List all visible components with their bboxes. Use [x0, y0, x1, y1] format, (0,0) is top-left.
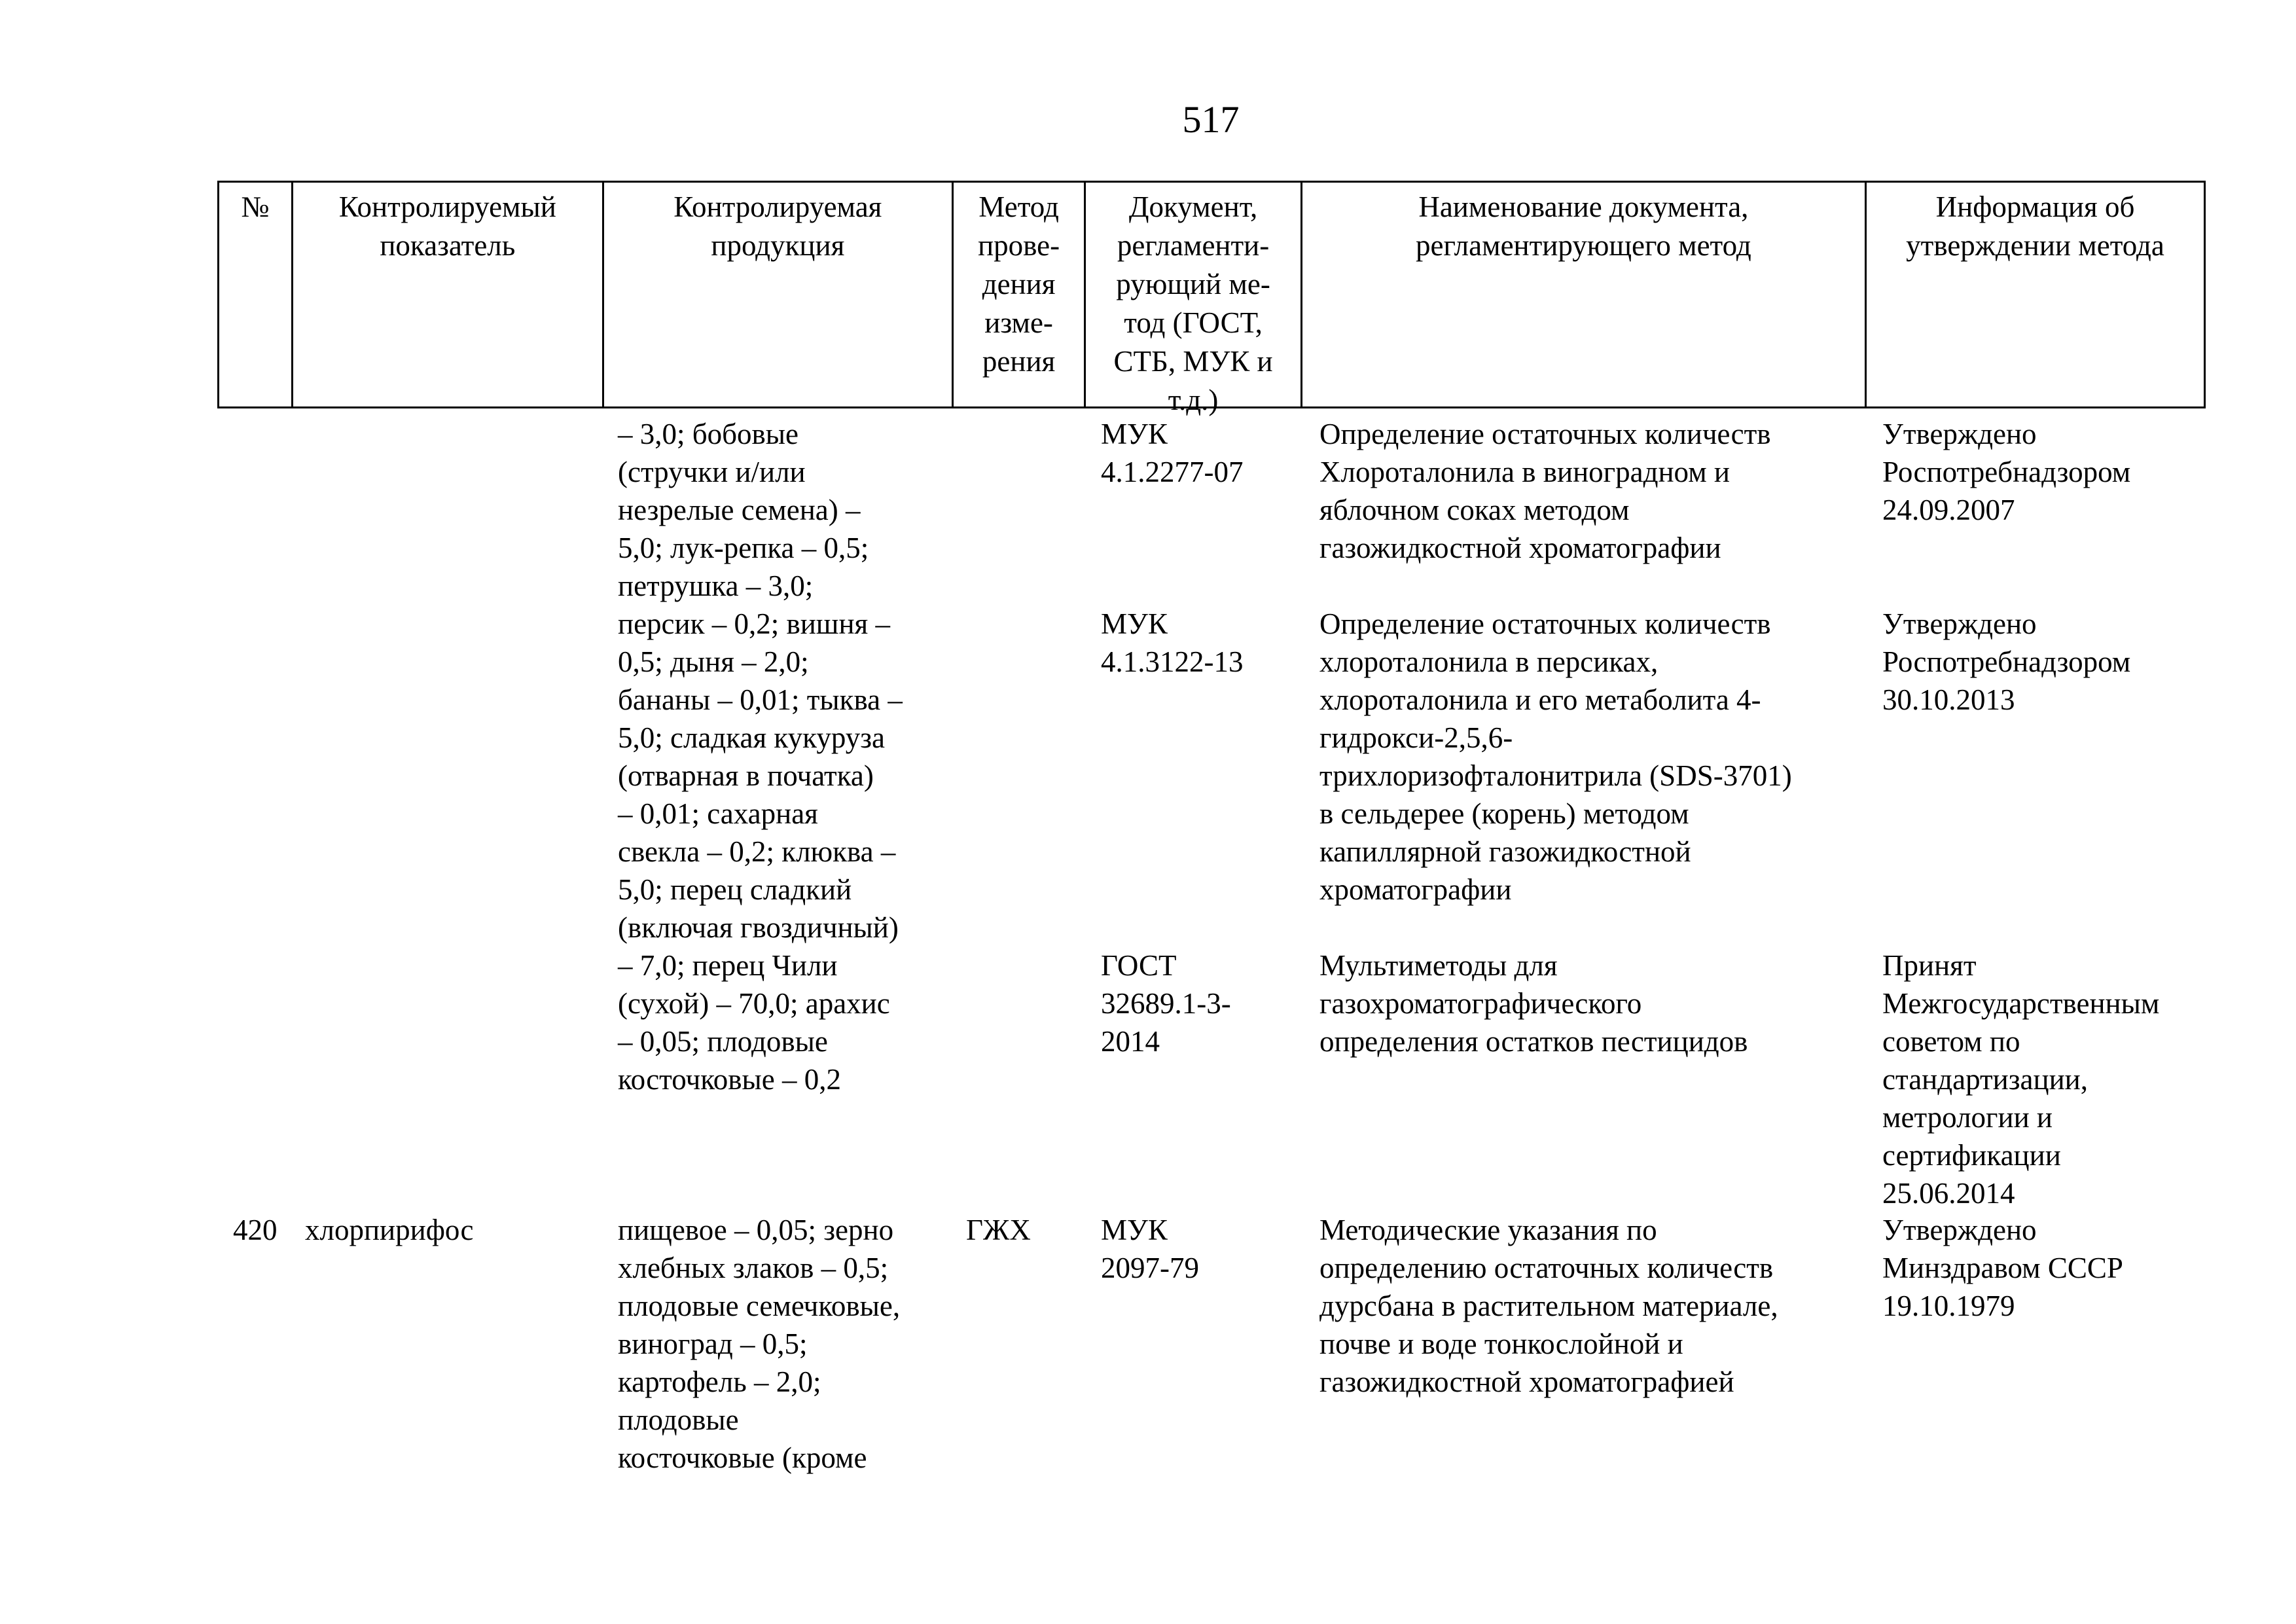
doc-name-line: в сельдерее (корень) методом: [1319, 797, 1689, 830]
doc-code-line: 32689.1-3-: [1101, 987, 1231, 1020]
product-line: 5,0; сладкая кукуруза: [618, 721, 886, 754]
approval-line: сертификации: [1882, 1139, 2061, 1172]
row-number: 420: [233, 1214, 278, 1246]
header-line: утверждении метода: [1906, 229, 2164, 262]
doc-name-line: Определение остаточных количеств: [1319, 607, 1771, 640]
product-line: (включая гвоздичный): [618, 911, 899, 944]
header-line: дения: [982, 268, 1056, 300]
approval-line: Роспотребнадзором: [1882, 456, 2131, 488]
header-line: продукция: [711, 229, 845, 262]
product-line: петрушка – 3,0;: [618, 569, 814, 602]
doc-name-3: [1319, 947, 1748, 1060]
row-product: [618, 1211, 900, 1477]
header-line: прове-: [978, 229, 1060, 262]
doc-code-1: [1101, 415, 1244, 491]
doc-approval-3: [1882, 947, 2159, 1212]
doc-name-line: хлороталонила в персиках,: [1319, 645, 1659, 678]
doc-name-line: Методические указания по: [1319, 1214, 1657, 1246]
approval-line: советом по: [1882, 1025, 2020, 1058]
product-line: (сухой) – 70,0; арахис: [618, 987, 890, 1020]
product-line: картофель – 2,0;: [618, 1365, 821, 1398]
approval-line: Роспотребнадзором: [1882, 645, 2131, 678]
product-line: косточковые – 0,2: [618, 1063, 841, 1096]
product-line: – 3,0; бобовые: [618, 418, 798, 450]
doc-code-line: 2014: [1101, 1025, 1160, 1058]
header-line: Документ,: [1128, 190, 1258, 223]
approval-line: Межгосударственным: [1882, 987, 2160, 1020]
doc-code-line: МУК: [1101, 1214, 1168, 1246]
doc-code-line: МУК: [1101, 607, 1168, 640]
row-indicator: хлорпирифос: [305, 1214, 474, 1246]
row-doc-name: [1319, 1211, 1778, 1401]
header-line: СТБ, МУК и: [1113, 345, 1273, 378]
approval-line: Минздравом СССР: [1882, 1252, 2123, 1284]
doc-name-line: газожидкостной хроматографией: [1319, 1365, 1734, 1398]
product-line: бананы – 0,01; тыква –: [618, 683, 903, 716]
header-line: изме-: [984, 306, 1053, 339]
doc-name-line: капиллярной газожидкостной: [1319, 835, 1691, 868]
header-document-name: [1302, 183, 1867, 406]
doc-name-line: трихлоризофталонитрила (SDS-3701): [1319, 759, 1792, 792]
product-line: – 7,0; перец Чили: [618, 949, 838, 982]
approval-line: 30.10.2013: [1882, 683, 2015, 716]
header-line: регламенти-: [1117, 229, 1270, 262]
approval-line: Принят: [1882, 949, 1977, 982]
doc-name-line: яблочном соках методом: [1319, 494, 1630, 526]
header-line: показатель: [380, 229, 516, 262]
product-line: свекла – 0,2; клюква –: [618, 835, 896, 868]
product-line: (отварная в початка): [618, 759, 874, 792]
doc-code-line: МУК: [1101, 418, 1168, 450]
doc-name-line: гидрокси-2,5,6-: [1319, 721, 1513, 754]
table-header: [217, 181, 2206, 416]
header-indicator: [293, 183, 604, 406]
doc-name-line: хроматографии: [1319, 873, 1512, 906]
doc-name-1: [1319, 415, 1771, 567]
product-line: 5,0; перец сладкий: [618, 873, 852, 906]
doc-name-2: [1319, 605, 1792, 909]
approval-line: Утверждено: [1882, 607, 2037, 640]
header-line: Контролируемая: [673, 190, 882, 223]
doc-name-line: почве и воде тонкослойной и: [1319, 1327, 1683, 1360]
continuation-product: [618, 415, 903, 1098]
approval-line: стандартизации,: [1882, 1063, 2089, 1096]
doc-approval-1: [1882, 415, 2130, 529]
doc-name-line: определению остаточных количеств: [1319, 1252, 1774, 1284]
header-line: Контролируемый: [338, 190, 556, 223]
approval-line: метрологии и: [1882, 1101, 2053, 1134]
header-line: рения: [982, 345, 1056, 378]
doc-name-line: Определение остаточных количеств: [1319, 418, 1771, 450]
doc-name-line: газожидкостной хроматографии: [1319, 532, 1721, 564]
header-product: [604, 183, 954, 406]
page-number: 517: [1182, 98, 1240, 141]
row-method: ГЖХ: [966, 1214, 1031, 1246]
product-line: персик – 0,2; вишня –: [618, 607, 890, 640]
doc-name-line: дурсбана в растительном материале,: [1319, 1290, 1778, 1322]
header-approval: [1867, 183, 2204, 406]
header-line: Информация об: [1935, 190, 2135, 223]
header-line: рующий ме-: [1116, 268, 1270, 300]
product-line: – 0,01; сахарная: [618, 797, 818, 830]
doc-approval-2: [1882, 605, 2130, 719]
approval-line: Утверждено: [1882, 1214, 2037, 1246]
header-line: Метод: [978, 190, 1059, 223]
approval-line: 19.10.1979: [1882, 1290, 2015, 1322]
product-line: (стручки и/или: [618, 456, 806, 488]
product-line: 5,0; лук-репка – 0,5;: [618, 532, 869, 564]
header-method: [954, 183, 1086, 406]
doc-name-line: Мультиметоды для: [1319, 949, 1558, 982]
product-line: плодовые: [618, 1403, 739, 1436]
doc-name-line: хлороталонила и его метаболита 4-: [1319, 683, 1761, 716]
approval-line: 25.06.2014: [1882, 1177, 2015, 1210]
product-line: незрелые семена) –: [618, 494, 861, 526]
product-line: виноград – 0,5;: [618, 1327, 808, 1360]
doc-code-line: 2097-79: [1101, 1252, 1199, 1284]
product-line: – 0,05; плодовые: [618, 1025, 828, 1058]
doc-code-2: [1101, 605, 1244, 681]
product-line: косточковые (кроме: [618, 1441, 867, 1474]
doc-name-line: Хлороталонила в виноградном и: [1319, 456, 1731, 488]
product-line: 0,5; дыня – 2,0;: [618, 645, 809, 678]
doc-code-3: [1101, 947, 1231, 1060]
doc-code-line: 4.1.3122-13: [1101, 645, 1244, 678]
header-line: Наименование документа,: [1418, 190, 1749, 223]
header-document: [1086, 183, 1302, 416]
approval-line: 24.09.2007: [1882, 494, 2015, 526]
header-line: №: [241, 190, 270, 223]
header-number: [219, 183, 293, 406]
doc-code-line: 4.1.2277-07: [1101, 456, 1244, 488]
product-line: хлебных злаков – 0,5;: [618, 1252, 889, 1284]
header-line: т.д.): [1168, 384, 1219, 416]
header-line: регламентирующего метод: [1416, 229, 1751, 262]
doc-name-line: определения остатков пестицидов: [1319, 1025, 1748, 1058]
row-doc-code: [1101, 1211, 1199, 1287]
product-line: пищевое – 0,05; зерно: [618, 1214, 894, 1246]
row-approval: [1882, 1211, 2123, 1325]
approval-line: Утверждено: [1882, 418, 2037, 450]
doc-code-line: ГОСТ: [1101, 949, 1177, 982]
header-line: тод (ГОСТ,: [1124, 306, 1263, 339]
doc-name-line: газохроматографического: [1319, 987, 1642, 1020]
product-line: плодовые семечковые,: [618, 1290, 901, 1322]
